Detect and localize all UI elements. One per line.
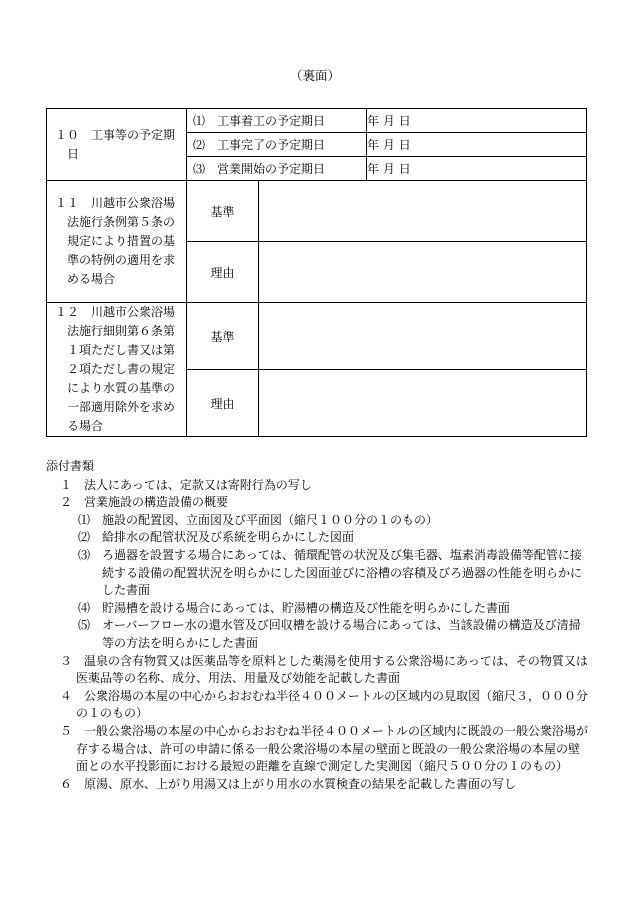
schedule-start-label: ⑴ 工事着工の予定期日 xyxy=(187,109,367,133)
attachments-section xyxy=(46,458,591,793)
section-12-reason-field[interactable] xyxy=(259,370,587,437)
attachment-subitem: ⑴ 施設の配置図、立面図及び平面図（縮尺１００分の１のもの） xyxy=(78,512,439,527)
attachment-item: ５ 一般公衆浴場の本屋の中心からおおむね半径４００メートルの区域内に既設の一般公衆浴場が存する場合は、許可の申請に係る一般公衆浴場の本屋の壁面と既設の一般公衆浴場の本屋の壁面との水平投影面における最短の距離を直線で測定した実測図（縮尺５００分の１のもの） xyxy=(60,723,589,774)
section-11-reason-field[interactable] xyxy=(259,242,587,303)
month-label: 月 xyxy=(382,114,395,128)
section-11-standard-label: 基準 xyxy=(187,181,259,242)
section-10-label: １０ 工事等の予定期日 xyxy=(47,109,187,181)
attachment-subitem: ⑷ 貯湯槽を設ける場合にあっては、貯湯槽の構造及び性能を明らかにした書面 xyxy=(78,600,510,615)
attachment-item: ４ 公衆浴場の本屋の中心からおおむね半径４００メートルの区域内の見取図（縮尺３，０００分の１のもの） xyxy=(60,688,589,721)
section-12-label: １２ 川越市公衆浴場法施行細則第６条第１項ただし書又は第２項ただし書の規定により水質の基準の一部適用除外を求める場合 xyxy=(47,303,187,437)
attachments-heading: 添付書類 xyxy=(46,459,95,473)
attachment-item: ２ 営業施設の構造設備の概要 xyxy=(60,495,229,510)
attachment-item: ６ 原湯、原水、上がり用湯又は上がり用水の水質検査の結果を記載した書面の写し xyxy=(60,776,517,791)
application-form-table xyxy=(46,108,587,437)
day-label: 日 xyxy=(398,114,411,128)
section-11-standard-field[interactable] xyxy=(259,181,587,242)
attachment-subitem: ⑵ 給排水の配管状況及び系統を明らかにした図面 xyxy=(78,530,355,545)
section-12-standard-label: 基準 xyxy=(187,303,259,370)
schedule-completion-date-field[interactable] xyxy=(367,133,587,157)
attachment-subitem: ⑶ ろ過器を設置する場合にあっては、循環配管の状況及び集毛器、塩素消毒設備等配管に接続する設備の配置状況を明らかにした図面並びに浴槽の容積及びろ過器の性能を明らかにした書面 xyxy=(78,547,583,598)
attachment-item: ３ 温泉の含有物質又は医薬品等を原料とした薬湯を使用する公衆浴場にあっては、その物質又は医薬品等の名称、成分、用法、用量及び効能を記載した書面 xyxy=(60,653,588,686)
month-label: 月 xyxy=(382,162,395,176)
month-label: 月 xyxy=(382,138,395,152)
schedule-start-date-field[interactable] xyxy=(367,109,587,133)
schedule-opening-date-field[interactable] xyxy=(367,157,587,181)
schedule-completion-label: ⑵ 工事完了の予定期日 xyxy=(187,133,367,157)
year-label: 年 xyxy=(367,138,380,152)
year-label: 年 xyxy=(367,114,380,128)
day-label: 日 xyxy=(398,138,411,152)
section-12-reason-label: 理由 xyxy=(187,370,259,437)
page-title: （裏面） xyxy=(289,68,340,83)
schedule-opening-label: ⑶ 営業開始の予定期日 xyxy=(187,157,367,181)
section-11-reason-label: 理由 xyxy=(187,242,259,303)
attachment-item: １ 法人にあっては、定款又は寄附行為の写し xyxy=(60,477,312,492)
attachment-subitem: ⑸ オーバーフロー水の還水管及び回収槽を設ける場合にあっては、当該設備の構造及び清掃等の方法を明らかにした書面 xyxy=(78,618,581,650)
section-11-label: １１ 川越市公衆浴場法施行条例第５条の規定により措置の基準の特例の適用を求める場合 xyxy=(47,181,187,303)
year-label: 年 xyxy=(367,162,380,176)
day-label: 日 xyxy=(398,162,411,176)
section-12-standard-field[interactable] xyxy=(259,303,587,370)
